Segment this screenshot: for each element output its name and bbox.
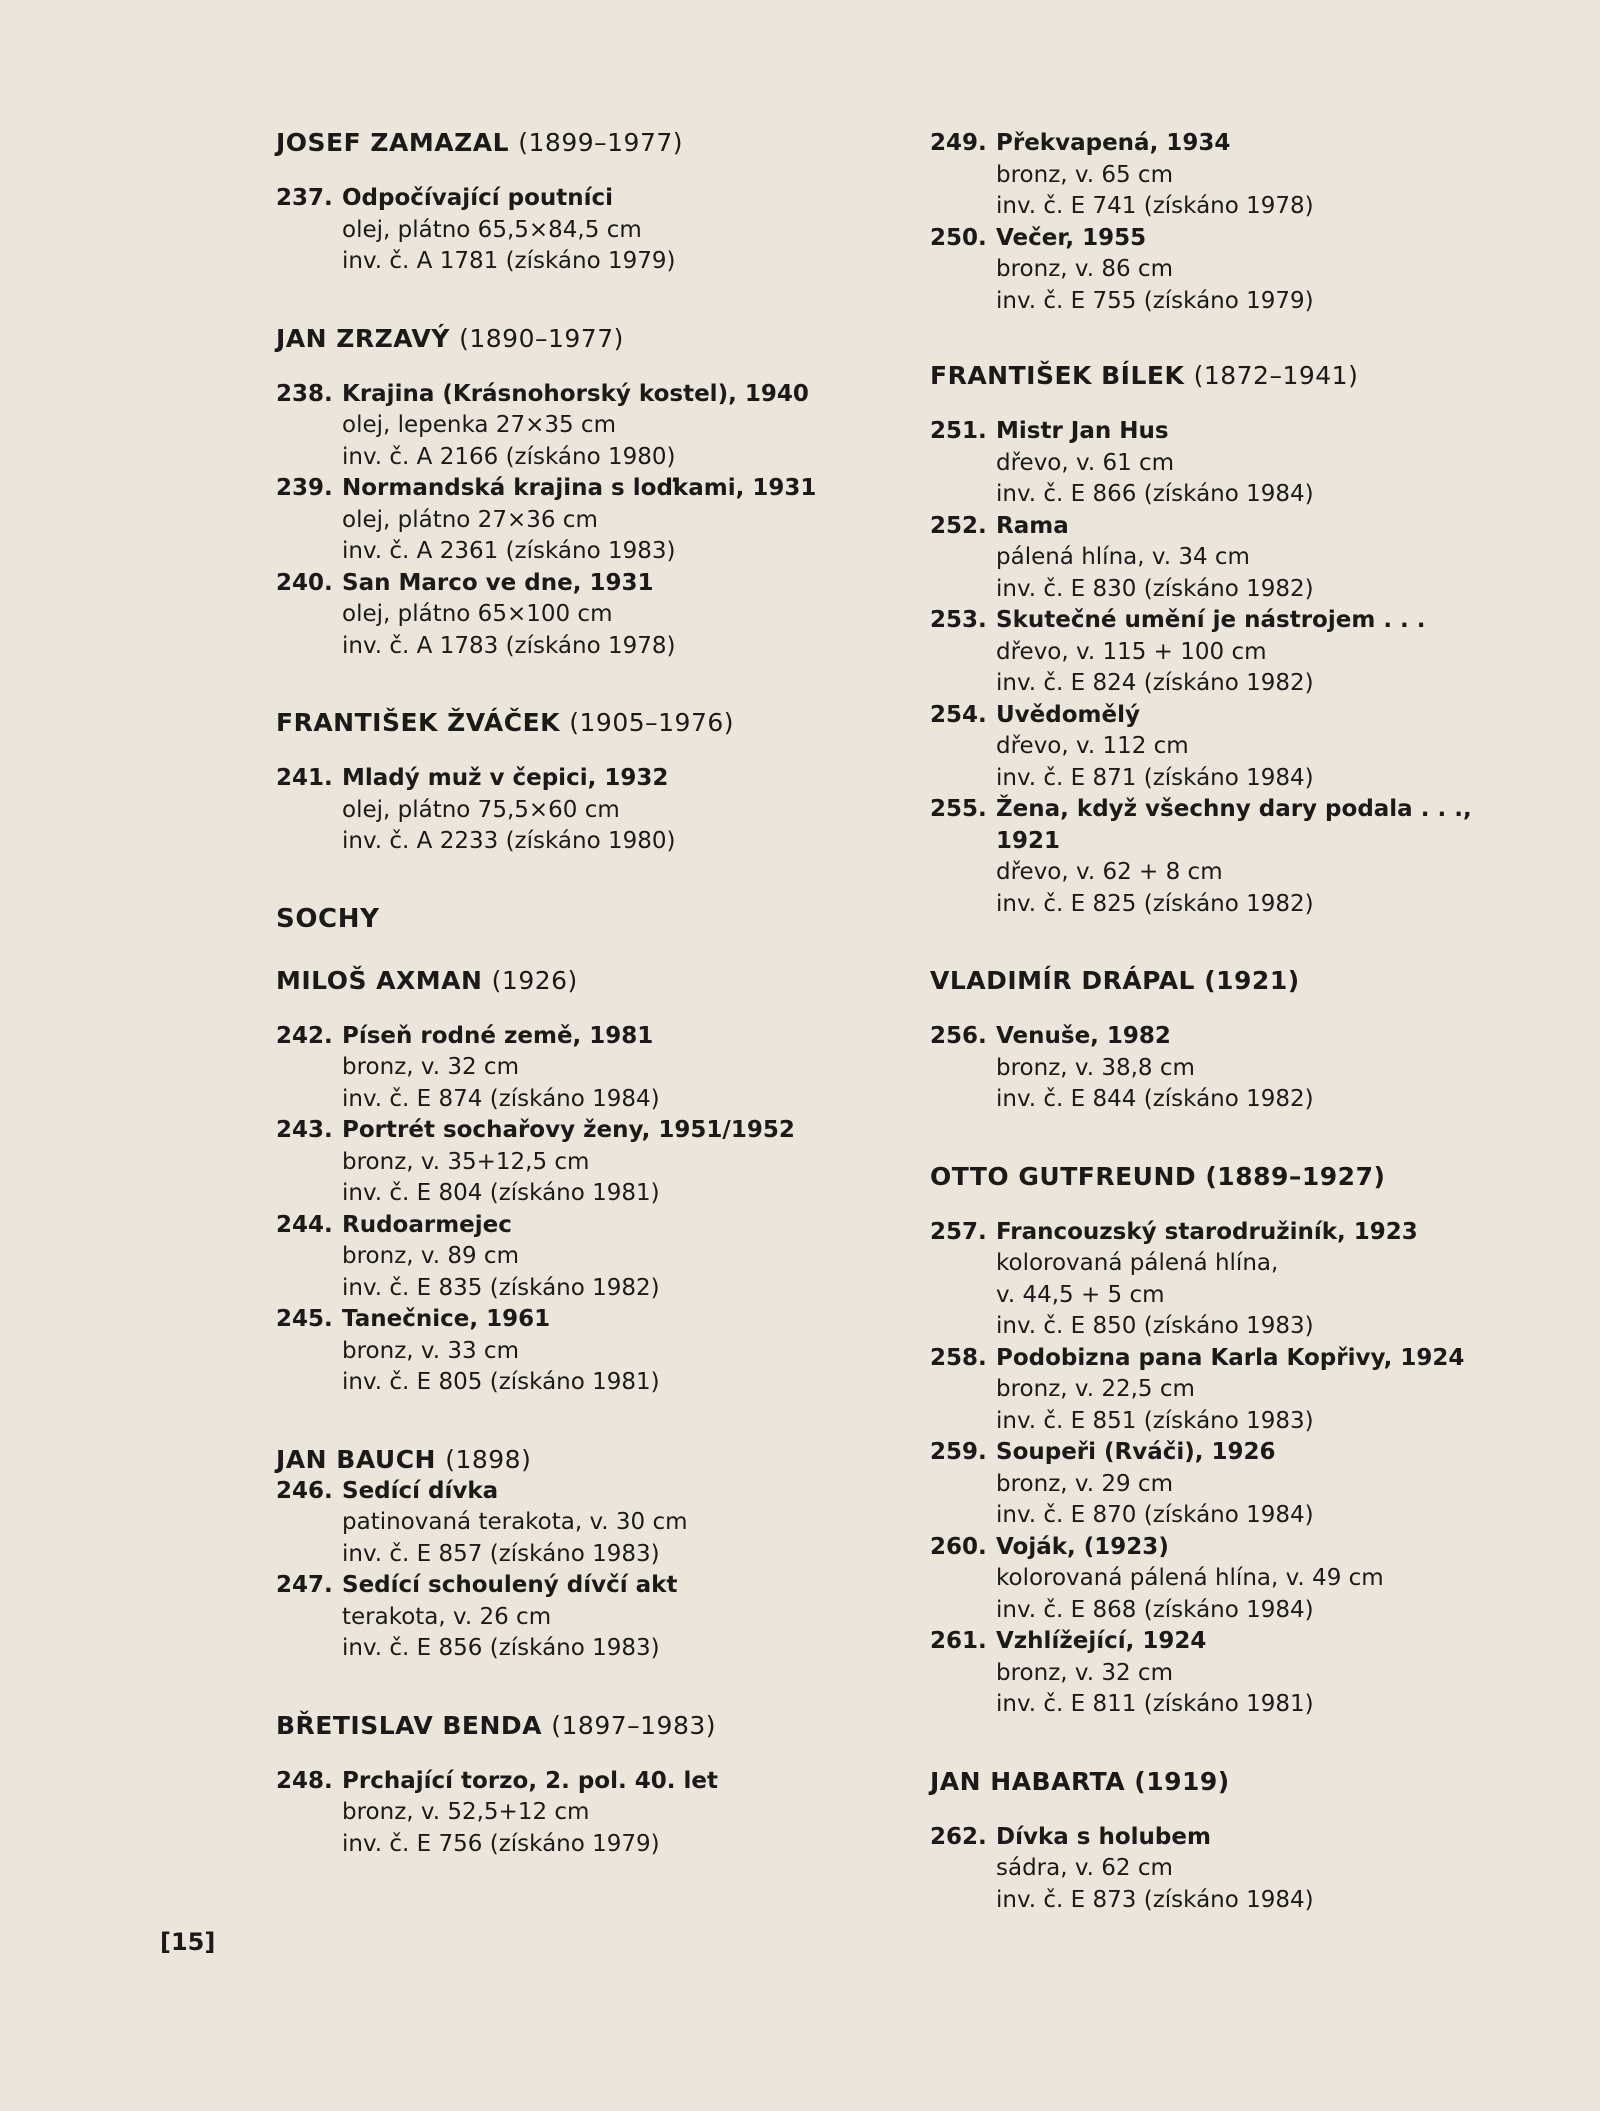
entry-title: Mistr Jan Hus — [996, 418, 1169, 444]
catalog-entry — [930, 1626, 1530, 1721]
entry-medium: bronz, v. 32 cm — [342, 1054, 519, 1080]
entry-number: 256. — [930, 1023, 987, 1049]
entry-title: Tanečnice, 1961 — [342, 1306, 551, 1332]
entry-title: Prchající torzo, 2. pol. 40. let — [342, 1767, 718, 1794]
entry-number: 252. — [930, 512, 987, 539]
entry-title: Dívka s holubem — [996, 1823, 1211, 1850]
entry-inventory: inv. č. E 824 (získáno 1982) — [996, 670, 1314, 696]
entry-medium: terakota, v. 26 cm — [342, 1603, 552, 1630]
catalog-entry — [930, 1437, 1530, 1532]
entry-number: 258. — [930, 1344, 987, 1371]
catalog-entry — [930, 128, 1530, 223]
catalog-entry — [276, 1570, 876, 1665]
entry-inventory: inv. č. E 844 (získáno 1982) — [996, 1086, 1314, 1112]
catalog-entry — [276, 568, 876, 663]
entry-inventory: inv. č. E 830 (získáno 1982) — [996, 575, 1314, 602]
entry-inventory: inv. č. E 835 (získáno 1982) — [342, 1274, 660, 1301]
page-number: [15] — [160, 1928, 216, 1956]
entry-inventory: inv. č. A 2361 (získáno 1983) — [342, 538, 676, 564]
section-heading-sculptures: SOCHY — [276, 903, 380, 934]
entry-inventory: inv. č. A 1781 (získáno 1979) — [342, 248, 676, 274]
catalog-entry — [930, 1217, 1530, 1343]
entry-medium: bronz, v. 86 cm — [996, 256, 1173, 282]
entry-number: 261. — [930, 1628, 987, 1654]
entry-number: 245. — [276, 1306, 333, 1332]
artist-years: (1919) — [1134, 1766, 1230, 1796]
entry-medium: dřevo, v. 115 + 100 cm — [996, 638, 1267, 665]
entry-medium: dřevo, v. 62 + 8 cm — [996, 859, 1223, 885]
entry-inventory: inv. č. A 2166 (získáno 1980) — [342, 443, 676, 470]
artist-name: VLADIMÍR DRÁPAL — [930, 966, 1195, 995]
entry-inventory: inv. č. E 755 (získáno 1979) — [996, 287, 1314, 314]
entry-inventory: inv. č. E 857 (získáno 1983) — [342, 1540, 660, 1567]
catalog-entry — [276, 1021, 876, 1116]
entry-medium: dřevo, v. 112 cm — [996, 733, 1189, 759]
artist-years: (1897–1983) — [551, 1710, 717, 1740]
entry-medium: olej, plátno 27×36 cm — [342, 506, 598, 533]
entry-medium: olej, plátno 65×100 cm — [342, 601, 613, 627]
catalog-entry — [930, 511, 1530, 606]
entry-medium: bronz, v. 38,8 cm — [996, 1054, 1195, 1081]
entry-inventory: inv. č. E 874 (získáno 1984) — [342, 1085, 660, 1112]
catalog-entry — [276, 763, 876, 858]
entry-number: 253. — [930, 607, 987, 633]
artist-years: (1872–1941) — [1193, 361, 1359, 390]
entry-number: 254. — [930, 701, 987, 728]
artist-name: FRANTIŠEK ŽVÁČEK — [276, 708, 561, 737]
entry-medium: bronz, v. 89 cm — [342, 1243, 519, 1269]
catalog-entry — [276, 379, 876, 474]
catalog-entry — [930, 223, 1530, 318]
artist-years: (1889–1927) — [1205, 1161, 1386, 1191]
entry-inventory: inv. č. E 868 (získáno 1984) — [996, 1596, 1314, 1623]
entry-title: Krajina (Krásnohorský kostel), 1940 — [342, 380, 809, 407]
catalog-entry — [930, 1343, 1530, 1438]
catalog-entry — [930, 605, 1530, 700]
entry-title: Večer, 1955 — [996, 224, 1147, 251]
entry-medium: bronz, v. 29 cm — [996, 1470, 1173, 1497]
artist-heading — [276, 1445, 876, 1474]
entry-number: 240. — [276, 569, 333, 596]
entry-dimensions: v. 44,5 + 5 cm — [996, 1281, 1165, 1308]
artist-heading — [930, 966, 1530, 995]
entry-inventory: inv. č. A 1783 (získáno 1978) — [342, 632, 676, 659]
entry-number: 262. — [930, 1823, 987, 1850]
entry-medium: kolorovaná pálená hlína, — [996, 1250, 1279, 1276]
entry-medium: kolorovaná pálená hlína, v. 49 cm — [996, 1565, 1384, 1591]
entry-medium: bronz, v. 52,5+12 cm — [342, 1799, 590, 1825]
entry-inventory: inv. č. E 850 (získáno 1983) — [996, 1313, 1314, 1339]
left-column — [276, 128, 876, 1860]
entry-number: 260. — [930, 1533, 987, 1560]
artist-years: (1926) — [491, 965, 578, 995]
entry-inventory: inv. č. E 873 (získáno 1984) — [996, 1886, 1314, 1913]
artist-heading — [930, 1767, 1530, 1796]
entry-medium: dřevo, v. 61 cm — [996, 449, 1175, 476]
entry-inventory: inv. č. E 851 (získáno 1983) — [996, 1407, 1314, 1434]
entry-title: Vzhlížející, 1924 — [996, 1628, 1207, 1654]
entry-medium: bronz, v. 33 cm — [342, 1337, 519, 1364]
artist-years: (1921) — [1204, 966, 1300, 995]
artist-heading — [276, 966, 876, 995]
catalog-entry — [276, 1304, 876, 1399]
catalog-entry — [276, 1115, 876, 1210]
artist-heading — [930, 361, 1530, 390]
entry-title: Sedící schoulený dívčí akt — [342, 1572, 678, 1598]
catalog-entry — [276, 1766, 876, 1861]
entry-title: Normandská krajina s loďkami, 1931 — [342, 475, 817, 501]
catalog-entry — [930, 1532, 1530, 1627]
artist-name: BŘETISLAV BENDA — [276, 1710, 543, 1740]
entry-inventory: inv. č. E 866 (získáno 1984) — [996, 481, 1314, 507]
entry-number: 237. — [276, 185, 333, 211]
entry-title: Uvědomělý — [996, 701, 1140, 728]
entry-title: Venuše, 1982 — [996, 1023, 1171, 1049]
artist-name: OTTO GUTFREUND — [930, 1161, 1197, 1191]
entry-title: Píseň rodné země, 1981 — [342, 1022, 654, 1049]
artist-years: (1890–1977) — [459, 323, 624, 353]
artist-name: JAN BAUCH — [276, 1444, 436, 1474]
entry-inventory: inv. č. E 756 (získáno 1979) — [342, 1830, 660, 1857]
entry-medium: sádra, v. 62 cm — [996, 1855, 1173, 1881]
catalog-entry — [930, 1822, 1530, 1917]
catalog-entry — [930, 700, 1530, 795]
artist-name: JAN ZRZAVÝ — [276, 323, 450, 353]
entry-inventory: inv. č. E 870 (získáno 1984) — [996, 1502, 1314, 1528]
entry-medium: pálená hlína, v. 34 cm — [996, 544, 1250, 570]
entry-inventory: inv. č. E 871 (získáno 1984) — [996, 764, 1314, 791]
entry-number: 257. — [930, 1218, 987, 1245]
artist-heading — [276, 1711, 876, 1740]
entry-number: 248. — [276, 1767, 333, 1794]
entry-title: Skutečné umění je nástrojem . . . — [996, 607, 1426, 633]
entry-title: Žena, když všechny dary podala . . ., 1921 — [996, 796, 1472, 854]
entry-medium: olej, plátno 75,5×60 cm — [342, 796, 620, 823]
entry-number: 239. — [276, 475, 333, 501]
entry-inventory: inv. č. E 811 (získáno 1981) — [996, 1691, 1314, 1717]
artist-name: FRANTIŠEK BÍLEK — [930, 361, 1185, 390]
entry-inventory: inv. č. E 825 (získáno 1982) — [996, 890, 1314, 917]
entry-title: Podobizna pana Karla Kopřivy, 1924 — [996, 1344, 1465, 1371]
entry-number: 238. — [276, 380, 333, 407]
entry-title: Překvapená, 1934 — [996, 130, 1231, 156]
entry-medium: bronz, v. 35+12,5 cm — [342, 1148, 590, 1175]
entry-inventory: inv. č. E 856 (získáno 1983) — [342, 1635, 660, 1661]
entry-title: Francouzský starodružiník, 1923 — [996, 1218, 1418, 1245]
entry-number: 251. — [930, 418, 987, 444]
entry-number: 241. — [276, 765, 333, 791]
entry-medium: olej, plátno 65,5×84,5 cm — [342, 216, 642, 243]
catalog-entry — [930, 794, 1530, 920]
entry-medium: patinovaná terakota, v. 30 cm — [342, 1509, 688, 1535]
entry-title: Soupeři (Rváči), 1926 — [996, 1439, 1276, 1465]
artist-years: (1905–1976) — [569, 708, 735, 737]
entry-number: 259. — [930, 1439, 987, 1465]
entry-title: Portrét sochařovy ženy, 1951/1952 — [342, 1117, 795, 1143]
entry-medium: bronz, v. 22,5 cm — [996, 1376, 1195, 1402]
catalog-entry — [276, 473, 876, 568]
artist-heading — [276, 324, 876, 353]
catalog-entry — [276, 1210, 876, 1305]
artist-heading — [930, 1162, 1530, 1191]
entry-number: 246. — [276, 1477, 333, 1504]
entry-title: Rudoarmejec — [342, 1211, 512, 1238]
artist-heading — [276, 128, 876, 157]
catalog-entry — [930, 416, 1530, 511]
artist-name: JOSEF ZAMAZAL — [276, 128, 510, 157]
artist-years: (1898) — [445, 1444, 532, 1474]
artist-name: MILOŠ AXMAN — [276, 965, 483, 995]
entry-inventory: inv. č. E 804 (získáno 1981) — [342, 1180, 660, 1206]
entry-title: Odpočívající poutníci — [342, 185, 614, 211]
entry-title: Sedící dívka — [342, 1477, 499, 1504]
entry-number: 249. — [930, 130, 987, 156]
entry-medium: bronz, v. 32 cm — [996, 1659, 1173, 1686]
catalog-entry — [930, 1021, 1530, 1116]
artist-name: JAN HABARTA — [930, 1766, 1126, 1796]
entry-inventory: inv. č. A 2233 (získáno 1980) — [342, 828, 676, 854]
entry-number: 242. — [276, 1022, 333, 1049]
entry-title: San Marco ve dne, 1931 — [342, 569, 654, 596]
entry-number: 247. — [276, 1572, 333, 1598]
entry-medium: olej, lepenka 27×35 cm — [342, 412, 616, 438]
entry-number: 250. — [930, 224, 987, 251]
entry-number: 243. — [276, 1117, 333, 1143]
catalog-entry — [276, 1476, 876, 1571]
artist-years: (1899–1977) — [518, 128, 684, 157]
entry-inventory: inv. č. E 805 (získáno 1981) — [342, 1369, 660, 1395]
entry-medium: bronz, v. 65 cm — [996, 161, 1173, 188]
catalog-entry — [276, 183, 876, 278]
entry-title: Rama — [996, 512, 1069, 539]
entry-number: 244. — [276, 1211, 333, 1238]
entry-number: 255. — [930, 796, 987, 822]
artist-heading — [276, 708, 876, 737]
entry-title: Voják, (1923) — [996, 1533, 1169, 1560]
entry-inventory: inv. č. E 741 (získáno 1978) — [996, 193, 1314, 219]
entry-title: Mladý muž v čepici, 1932 — [342, 765, 669, 791]
right-column — [930, 128, 1530, 1916]
